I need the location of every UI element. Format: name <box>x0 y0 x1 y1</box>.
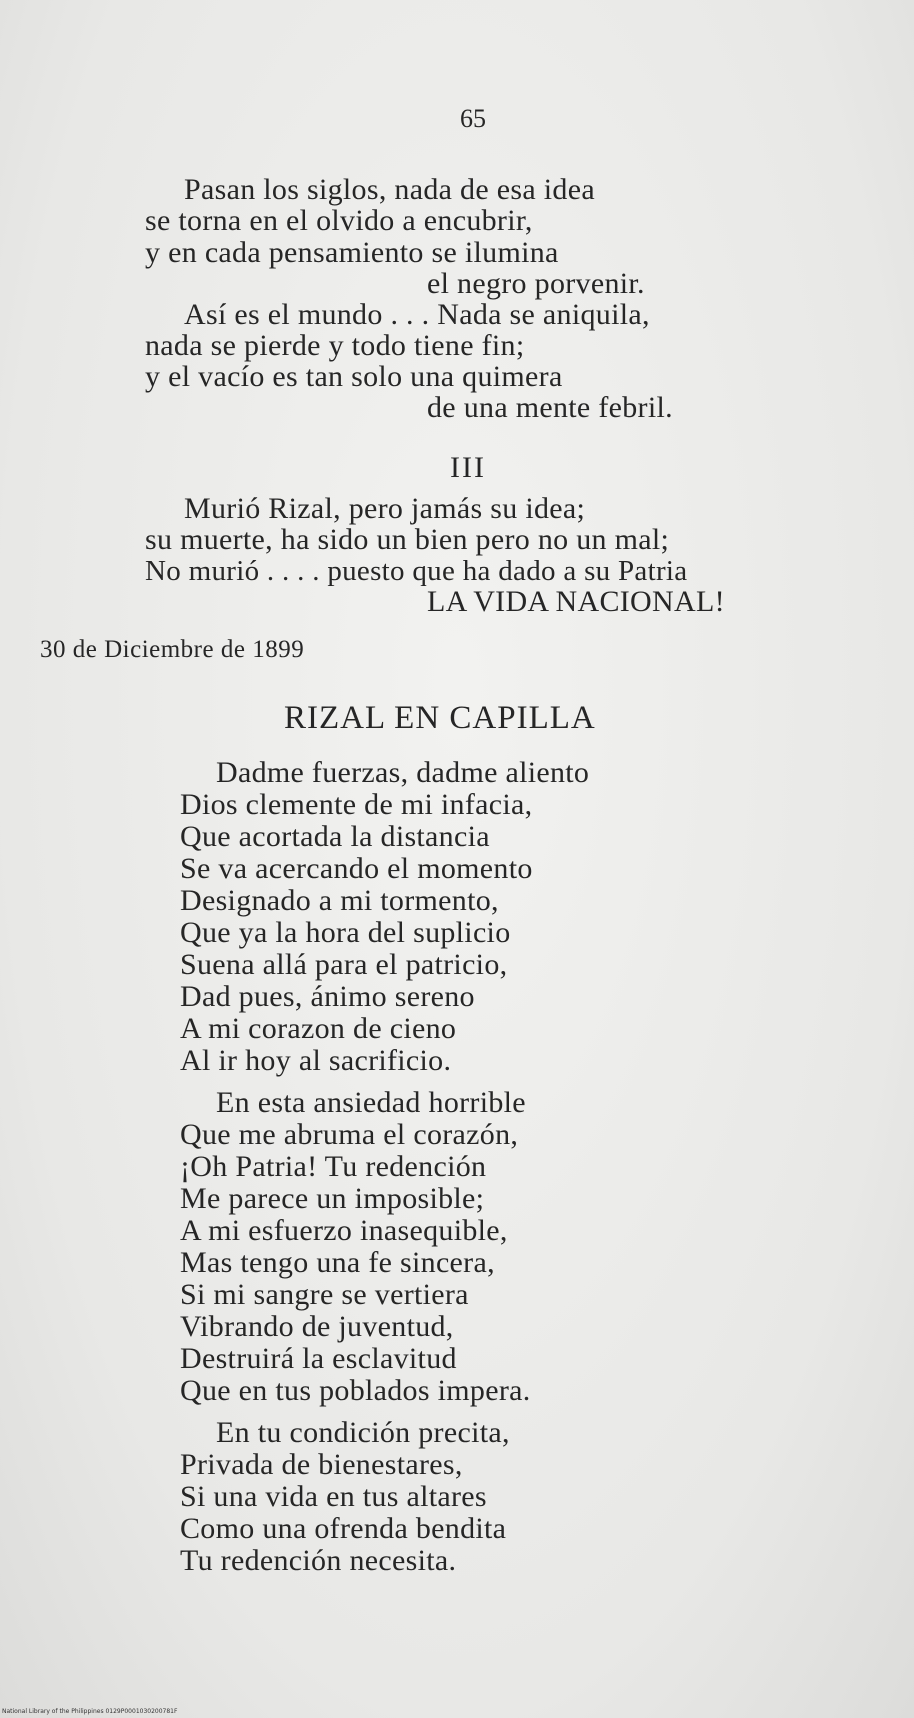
poem-stanza-3-line-4: Como una ofrenda bendita <box>180 1512 507 1545</box>
stanza-1-line-7: y el vacío es tan solo una quimera <box>145 360 563 393</box>
poem-stanza-1-line-9: A mi corazon de cieno <box>180 1012 457 1045</box>
poem-stanza-1-line-8: Dad pues, ánimo sereno <box>180 980 475 1013</box>
page-number: 65 <box>460 104 486 133</box>
stanza-1-line-5: Así es el mundo . . . Nada se aniquila, <box>184 298 650 331</box>
stanza-1-line-4: el negro porvenir. <box>427 267 645 300</box>
poem-stanza-3-line-1: En tu condición precita, <box>216 1416 510 1449</box>
poem-stanza-3-line-5: Tu redención necesita. <box>180 1544 457 1577</box>
poem-stanza-1-line-4: Se va acercando el momento <box>180 852 533 885</box>
poem-stanza-1-line-6: Que ya la hora del suplicio <box>180 916 511 949</box>
poem-stanza-1-line-1: Dadme fuerzas, dadme aliento <box>216 756 590 789</box>
poem-title: RIZAL EN CAPILLA <box>284 700 596 736</box>
poem-stanza-1-line-3: Que acortada la distancia <box>180 820 490 853</box>
stanza-1-line-6: nada se pierde y todo tiene fin; <box>145 329 525 362</box>
stanza-2-line-4: LA VIDA NACIONAL! <box>427 585 725 618</box>
poem-stanza-2-line-8: Vibrando de juventud, <box>180 1310 454 1343</box>
poem-stanza-2-line-5: A mi esfuerzo inasequible, <box>180 1214 508 1247</box>
poem-stanza-2-line-4: Me parece un imposible; <box>180 1182 485 1215</box>
poem-stanza-2-line-7: Si mi sangre se vertiera <box>180 1278 469 1311</box>
poem-stanza-2-line-2: Que me abruma el corazón, <box>180 1118 519 1151</box>
stanza-2-line-2: su muerte, ha sido un bien pero no un mal; <box>145 523 670 556</box>
poem-stanza-2-line-1: En esta ansiedad horrible <box>216 1086 526 1119</box>
poem-stanza-2-line-10: Que en tus poblados impera. <box>180 1374 531 1407</box>
stanza-2-line-1: Murió Rizal, pero jamás su idea; <box>184 492 586 525</box>
poem-stanza-3-line-3: Si una vida en tus altares <box>180 1480 487 1513</box>
poem-stanza-1-line-2: Dios clemente de mi infacia, <box>180 788 533 821</box>
poem-stanza-2-line-9: Destruirá la esclavitud <box>180 1342 457 1375</box>
stanza-2-line-3: No murió . . . . puesto que ha dado a su Patria <box>145 555 688 587</box>
stanza-1-line-2: se torna en el olvido a encubrir, <box>145 204 533 237</box>
library-footer: National Library of the Philippines 0129P0001030200781F <box>2 1708 178 1715</box>
stanza-1-line-3: y en cada pensamiento se ilumina <box>145 236 559 269</box>
poem-stanza-3-line-2: Privada de bienestares, <box>180 1448 463 1481</box>
date-line: 30 de Diciembre de 1899 <box>40 636 305 663</box>
section-numeral: III <box>450 451 486 484</box>
poem-stanza-1-line-7: Suena allá para el patricio, <box>180 948 508 981</box>
stanza-1-line-1: Pasan los siglos, nada de esa idea <box>184 173 595 206</box>
poem-stanza-1-line-5: Designado a mi tormento, <box>180 884 499 917</box>
poem-stanza-2-line-3: ¡Oh Patria! Tu redención <box>180 1150 487 1183</box>
stanza-1-line-8: de una mente febril. <box>427 391 673 424</box>
poem-stanza-2-line-6: Mas tengo una fe sincera, <box>180 1246 495 1279</box>
poem-stanza-1-line-10: Al ir hoy al sacrificio. <box>180 1044 452 1077</box>
